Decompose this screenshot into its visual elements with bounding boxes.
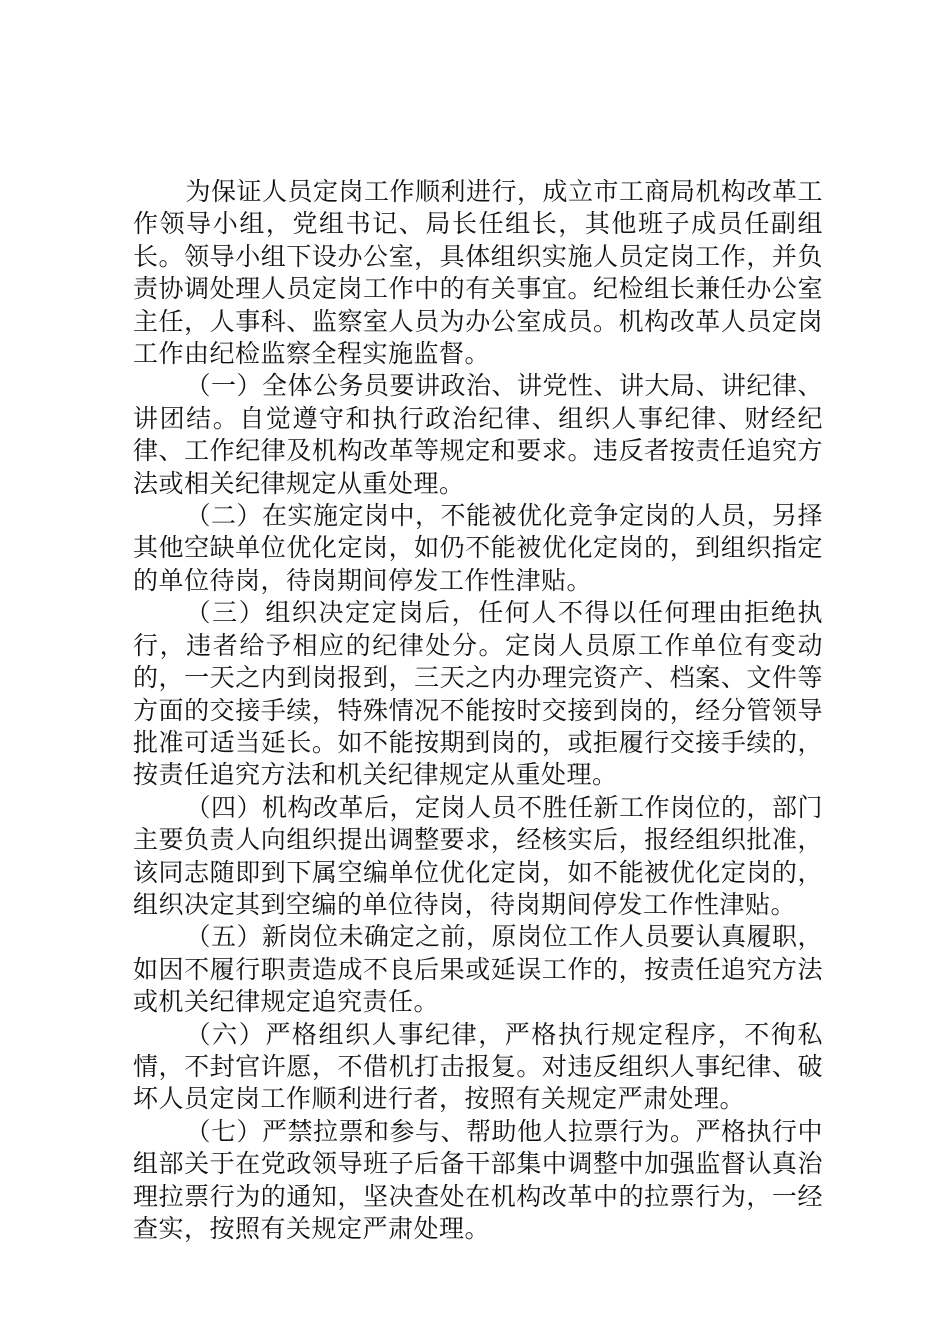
paragraph-item-2: （二）在实施定岗中，不能被优化竞争定岗的人员，另择其他空缺单位优化定岗，如仍不能被优化定岗的，到组织指定的单位待岗，待岗期间停发工作性津贴。 [133, 501, 824, 595]
paragraph-item-5: （五）新岗位未确定之前，原岗位工作人员要认真履职，如因不履行职责造成不良后果或延误工作的，按责任追究方法或机关纪律规定追究责任。 [133, 922, 824, 1017]
document-body [133, 176, 823, 1245]
paragraph-item-3: （三）组织决定定岗后，任何人不得以任何理由拒绝执行，违者给予相应的纪律处分。定岗人员原工作单位有变动的，一天之内到岗报到，三天之内办理完资产、档案、文件等方面的交接手续，特殊情况不能按时交接到岗的，经分管领导批准可适当延长。如不能按期到岗的，或拒履行交接手续的，按责任追究方法和机关纪律规定从重处理。 [133, 598, 823, 790]
paragraph-item-1: （一）全体公务员要讲政治、讲党性、讲大局、讲纪律、讲团结。自觉遵守和执行政治纪律、组织人事纪律、财经纪律、工作纪律及机构改革等规定和要求。违反者按责任追究方法或相关纪律规定从重处理。 [133, 371, 824, 498]
paragraph-item-4: （四）机构改革后，定岗人员不胜任新工作岗位的，部门主要负责人向组织提出调整要求，经核实后，报经组织批准，该同志随即到下属空编单位优化定岗，如不能被优化定岗的，组织决定其到空编的单位待岗，待岗期间停发工作性津贴。 [133, 792, 824, 919]
paragraph-intro: 为保证人员定岗工作顺利进行，成立市工商局机构改革工作领导小组，党组书记、局长任组长，其他班子成员任副组长。领导小组下设办公室，具体组织实施人员定岗工作，并负责协调处理人员定岗工作中的有关事宜。纪检组长兼任办公室主任，人事科、监察室人员为办公室成员。机构改革人员定岗工作由纪检监察全程实施监督。 [133, 177, 824, 369]
paragraph-item-6: （六）严格组织人事纪律，严格执行规定程序，不徇私情，不封官许愿，不借机打击报复。对违反组织人事纪律、破坏人员定岗工作顺利进行者，按照有关规定严肃处理。 [133, 1019, 823, 1114]
paragraph-item-7: （七）严禁拉票和参与、帮助他人拉票行为。严格执行中组部关于在党政领导班子后备干部集中调整中加强监督认真治理拉票行为的通知，坚决查处在机构改革中的拉票行为，一经查实，按照有关规定严肃处理。 [133, 1116, 824, 1243]
